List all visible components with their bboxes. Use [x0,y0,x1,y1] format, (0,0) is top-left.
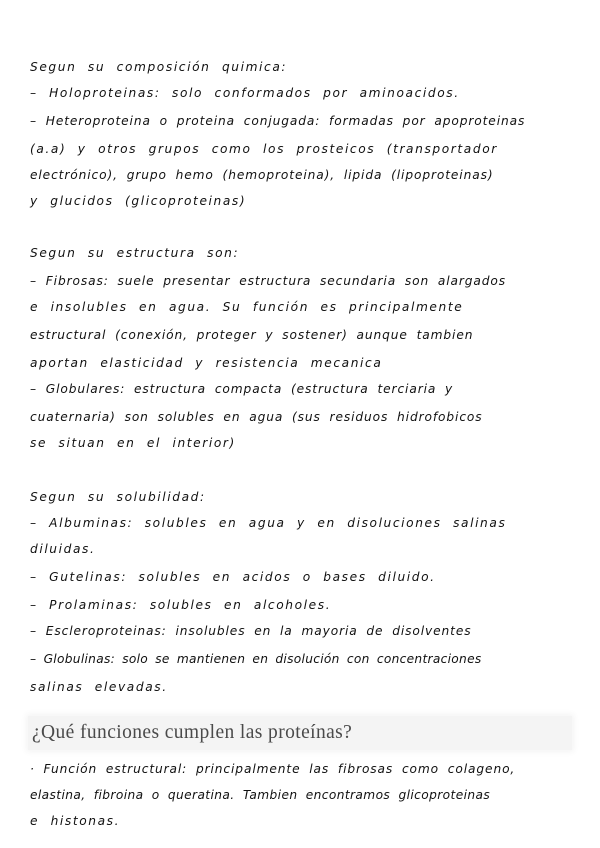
handwritten-line: cuaternaria) son solubles en agua (sus residuos hidrofobicos [30,410,483,424]
handwritten-line: – Heteroproteina o proteina conjugada: formadas por apoproteinas [30,114,526,128]
handwritten-line: – Escleroproteinas: insolubles en la mayoria de disolventes [30,624,472,638]
handwritten-line: se situan en el interior) [30,436,236,450]
handwritten-line: Segun su solubilidad: [30,490,206,504]
handwritten-line: e histonas. [30,814,121,828]
handwritten-line: – Fibrosas: suele presentar estructura secundaria son alargados [30,274,507,288]
question-2-title: ¿Qué funciones cumplen las proteínas? [28,716,572,750]
handwritten-line: – Gutelinas: solubles en acidos o bases diluido. [30,570,436,584]
handwritten-line: y glucidos (glicoproteinas) [30,194,247,208]
handwritten-line: aportan elasticidad y resistencia mecanica [30,356,383,370]
handwritten-line: salinas elevadas. [30,680,168,694]
handwritten-line: – Prolaminas: solubles en alcoholes. [30,598,332,612]
handwritten-line: – Globulares: estructura compacta (estructura terciaria y [30,382,454,396]
handwritten-line: e insolubles en agua. Su función es principalmente [30,300,464,314]
handwritten-line: Segun su estructura son: [30,246,240,260]
handwritten-line: – Globulinas: solo se mantienen en disolución con concentraciones [30,652,482,666]
handwritten-line: Segun su composición quimica: [30,60,288,74]
handwritten-line: estructural (conexión, proteger y sostener) aunque tambien [30,328,474,342]
handwritten-line: (a.a) y otros grupos como los prosteicos (transportador [30,142,498,156]
handwritten-line: · Función estructural: principalmente las fibrosas como colageno, [30,762,516,776]
handwritten-line: electrónico), grupo hemo (hemoproteina), lipida (lipoproteinas) [30,168,494,182]
handwritten-line: diluidas. [30,542,96,556]
handwritten-line: – Holoproteinas: solo conformados por aminoacidos. [30,86,460,100]
handwritten-line: elastina, fibroina o queratina. Tambien encontramos glicoproteinas [30,788,491,802]
handwritten-line: – Albuminas: solubles en agua y en disoluciones salinas [30,516,507,530]
